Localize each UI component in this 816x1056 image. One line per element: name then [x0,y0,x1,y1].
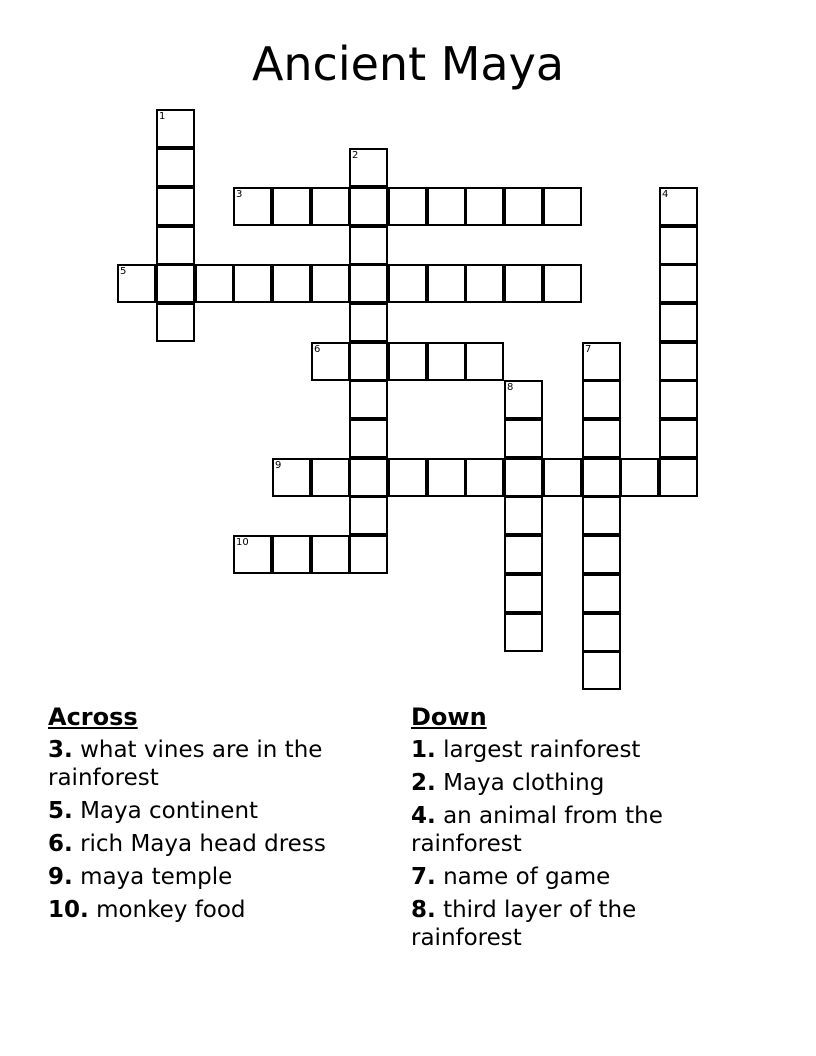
clue-number: 3. [48,737,73,763]
clue-item [411,769,711,797]
grid-cell[interactable] [504,187,543,226]
grid-cell[interactable] [504,535,543,574]
clue-item [48,863,368,891]
clue-text: name of game [443,864,611,890]
clue-text: what vines are in the rainforest [48,737,323,791]
clue-text: an animal from the rainforest [411,803,663,857]
clue-item [48,736,368,792]
grid-cell[interactable] [659,187,698,226]
grid-cell[interactable] [272,458,311,497]
grid-cell[interactable] [504,574,543,613]
down-clues [411,702,711,957]
grid-cell[interactable] [156,226,195,265]
grid-cell[interactable] [465,458,504,497]
grid-cell[interactable] [349,187,388,226]
grid-cell[interactable] [504,264,543,303]
grid-cell[interactable] [156,109,195,148]
grid-cell[interactable] [659,380,698,419]
clue-number: 9. [48,864,73,890]
grid-cell[interactable] [582,651,621,690]
grid-cell[interactable] [349,148,388,187]
clue-number-label: 2 [352,150,359,161]
grid-cell[interactable] [427,187,466,226]
grid-cell[interactable] [349,535,388,574]
across-heading: Across [48,703,138,731]
clue-number: 6. [48,831,73,857]
clue-item [411,736,711,764]
clue-number-label: 4 [662,189,669,200]
grid-cell[interactable] [659,419,698,458]
clue-number-label: 1 [159,111,166,122]
grid-cell[interactable] [582,535,621,574]
clue-text: Maya clothing [443,770,605,796]
grid-cell[interactable] [504,496,543,535]
clue-text: Maya continent [80,798,259,824]
clue-text: largest rainforest [443,737,641,763]
down-heading: Down [411,703,487,731]
clue-number: 10. [48,897,89,923]
grid-cell[interactable] [156,303,195,342]
grid-cell[interactable] [504,419,543,458]
grid-cell[interactable] [427,458,466,497]
grid-cell[interactable] [465,342,504,381]
grid-cell[interactable] [582,613,621,652]
grid-cell[interactable] [582,380,621,419]
clue-number: 2. [411,770,436,796]
grid-cell[interactable] [233,264,272,303]
grid-cell[interactable] [272,535,311,574]
clue-item [48,797,368,825]
grid-cell[interactable] [272,187,311,226]
grid-cell[interactable] [465,264,504,303]
clue-number: 5. [48,798,73,824]
grid-cell[interactable] [659,303,698,342]
grid-cell[interactable] [233,187,272,226]
clue-number-label: 6 [314,344,321,355]
grid-cell[interactable] [427,342,466,381]
grid-cell[interactable] [272,264,311,303]
grid-cell[interactable] [543,187,582,226]
grid-cell[interactable] [388,342,427,381]
clue-number: 8. [411,897,436,923]
grid-cell[interactable] [311,342,350,381]
grid-cell[interactable] [349,226,388,265]
grid-cell[interactable] [349,458,388,497]
grid-cell[interactable] [427,264,466,303]
grid-cell[interactable] [582,574,621,613]
clue-number-label: 8 [507,382,514,393]
grid-cell[interactable] [388,187,427,226]
grid-cell[interactable] [117,264,156,303]
grid-cell[interactable] [582,458,621,497]
grid-cell[interactable] [659,264,698,303]
clue-number-label: 9 [275,460,282,471]
clue-item [48,896,368,924]
grid-cell[interactable] [582,419,621,458]
grid-cell[interactable] [582,342,621,381]
clue-number-label: 3 [236,189,243,200]
grid-cell[interactable] [349,342,388,381]
grid-cell[interactable] [233,535,272,574]
grid-cell[interactable] [156,148,195,187]
clue-text: third layer of the rainforest [411,897,637,951]
grid-cell[interactable] [504,613,543,652]
clue-item [411,802,711,858]
clue-text: maya temple [80,864,233,890]
clue-number-label: 5 [120,266,127,277]
grid-cell[interactable] [349,303,388,342]
puzzle-title: Ancient Maya [251,37,565,91]
grid-cell[interactable] [349,496,388,535]
clue-item [411,863,711,891]
grid-cell[interactable] [582,496,621,535]
clue-item [48,830,368,858]
clue-text: rich Maya head dress [80,831,326,857]
grid-cell[interactable] [311,535,350,574]
grid-cell[interactable] [465,187,504,226]
grid-cell[interactable] [388,264,427,303]
grid-cell[interactable] [195,264,234,303]
grid-cell[interactable] [156,264,195,303]
grid-cell[interactable] [388,458,427,497]
grid-cell[interactable] [543,264,582,303]
grid-cell[interactable] [311,187,350,226]
clue-number-label: 7 [585,344,592,355]
clue-number: 7. [411,864,436,890]
across-clues [48,702,368,929]
grid-cell[interactable] [620,458,659,497]
clue-item [411,896,711,952]
grid-cell[interactable] [543,458,582,497]
grid-cell[interactable] [504,380,543,419]
clue-number-label: 10 [236,537,249,548]
grid-cell[interactable] [349,419,388,458]
grid-cell[interactable] [311,264,350,303]
clue-number: 4. [411,803,436,829]
grid-cell[interactable] [659,458,698,497]
grid-cell[interactable] [659,226,698,265]
clue-number: 1. [411,737,436,763]
grid-cell[interactable] [311,458,350,497]
grid-cell[interactable] [349,380,388,419]
grid-cell[interactable] [504,458,543,497]
grid-cell[interactable] [659,342,698,381]
grid-cell[interactable] [156,187,195,226]
clue-text: monkey food [96,897,246,923]
grid-cell[interactable] [349,264,388,303]
